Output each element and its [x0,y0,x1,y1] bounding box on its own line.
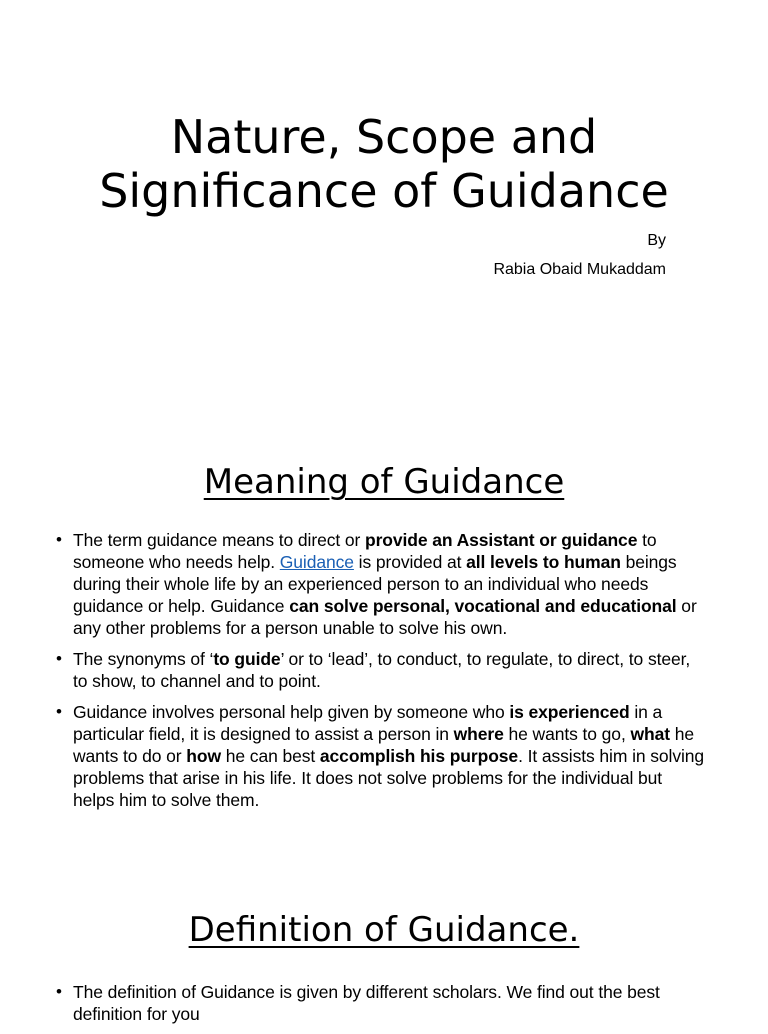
emphasis: how [186,746,221,766]
emphasis: where [453,724,504,744]
emphasis: all levels to human [466,552,621,572]
title-line-2: Significance of Guidance [99,164,669,218]
title-line-1: Nature, Scope and [170,110,598,164]
bullet-icon: • [56,649,62,668]
bullet-icon: • [56,702,62,721]
emphasis: accomplish his purpose [319,746,519,766]
guidance-link[interactable]: Guidance [279,552,354,572]
author-name: Rabia Obaid Mukaddam [493,261,666,278]
list-item: • The definition of Guidance is given by different scholars. We find out the best definition for you [56,982,660,1024]
section-heading-meaning: Meaning of Guidance [203,462,565,502]
emphasis: to guide [213,649,281,669]
meaning-bullet-list [56,529,706,820]
emphasis: is experienced [509,702,630,722]
list-item: • The synonyms of ‘to guide’ or to ‘lead’, to conduct, to regulate, to direct, to steer, to show, to channel and to point. [56,649,691,691]
emphasis: provide an Assistant or guidance [365,530,638,550]
bullet-icon: • [56,982,62,1001]
byline-by: By [647,232,666,249]
page-title [0,110,768,218]
section-heading-definition: Definition of Guidance. [188,910,580,950]
definition-bullet-list [56,981,706,1034]
emphasis: what [630,724,670,744]
emphasis: can solve personal, vocational and educational [289,596,677,616]
bullet-icon: • [56,530,62,549]
list-item: • The term guidance means to direct or provide an Assistant or guidance to someone who needs help. Guidance is provided at all levels to human beings during their whole life by an experienced person to an individual who needs guidance or help. Guidance can solve personal, vocational and educational or any other problems for a person unable to solve his own. [56,530,697,638]
list-item: • Guidance involves personal help given by someone who is experienced in a particular field, it is designed to assist a person in where he wants to go, what he wants to do or how he can best accomplish his purpose. It assists him in solving problems that arise in his life. It does not solve problems for the individual but helps him to solve them. [56,702,705,810]
